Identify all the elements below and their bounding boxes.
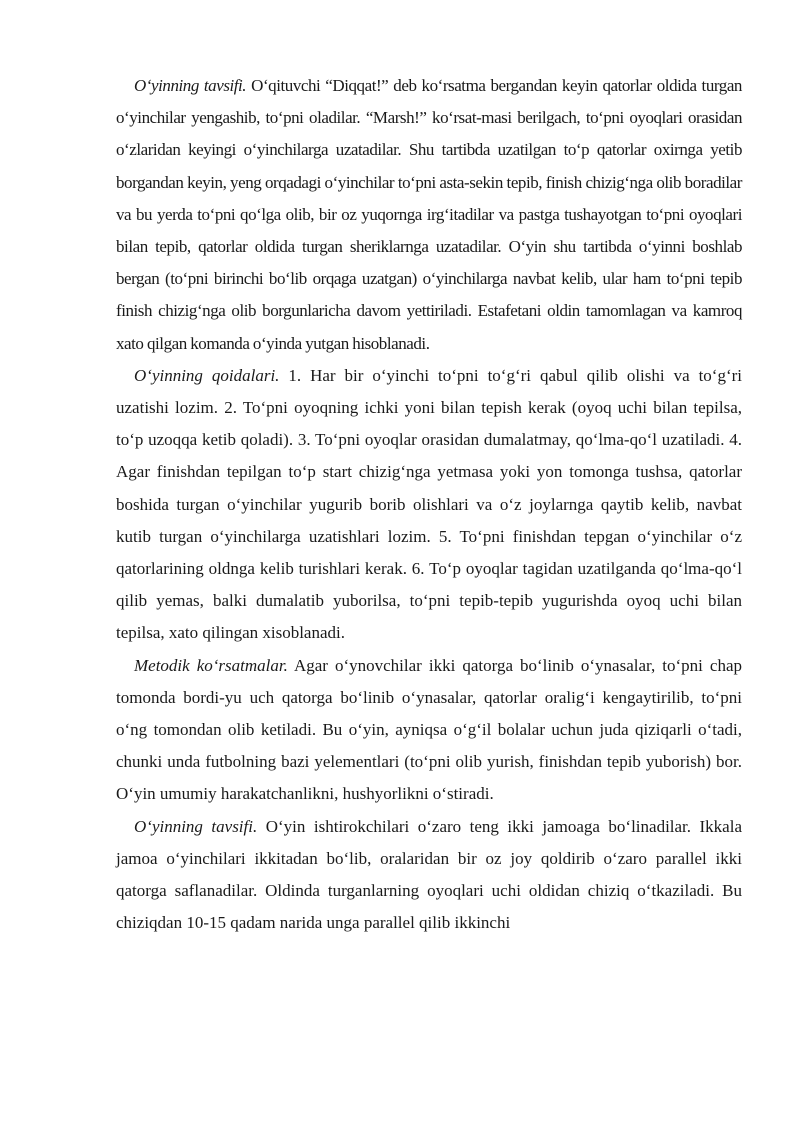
paragraph-body: O‘yin ishtirokchilari o‘zaro teng ikki jamoaga bo‘linadilar. Ikkala jamoa o‘yinchilari ikkitadan bo‘lib, oralaridan bir oz joy qoldirib o‘zaro parallel ikki qatorga saflanadilar. Oldinda turganlarning oyoqlari uchi oldidan chiziq o‘tkaziladi. Bu chiziqdan 10-15 qadam narida unga parallel qilib ikkinchi: [116, 816, 742, 933]
paragraph-game-rules: [116, 360, 742, 650]
paragraph-game-description-2: [116, 811, 742, 940]
paragraph-body: O‘qituvchi “Diqqat!” deb ko‘rsatma bergandan keyin qatorlar oldida turgan o‘yinchilar yengashib, to‘pni oladilar. “Marsh!” ko‘rsat-masi berilgach, to‘pni oyoqlari orasidan o‘zlaridan keyingi o‘yinchilarga uzatadilar. Shu tartibda uzatilgan to‘p qatorlar oxirnga yetib borgandan keyin, yeng orqadagi o‘yinchilar to‘pni asta-sekin tepib, finish chizig‘nga olib boradilar va bu yerda to‘pni qo‘lga olib, bir oz yuqornga irg‘itadilar va pastga tushayotgan to‘pni oyoqlari bilan tepib, qatorlar oldida turgan sheriklarnga uzatadilar. O‘yin shu tartibda o‘yinni boshlab bergan (to‘pni birinchi bo‘lib orqaga uzatgan) o‘yinchilarga navbat kelib, ular ham to‘pni tepib finish chizig‘nga olib borgunlaricha davom yettiriladi. Estafetani oldin tamomlagan va kamroq xato qilgan komanda o‘yinda yutgan hisoblanadi.: [116, 76, 742, 353]
paragraph-lead: O‘yinning qoidalari.: [134, 365, 280, 385]
document-page: [116, 70, 742, 939]
paragraph-game-description: [116, 70, 742, 360]
paragraph-lead: O‘yinning tavsifi.: [134, 816, 258, 836]
paragraph-body: Agar o‘ynovchilar ikki qatorga bo‘linib o‘ynasalar, to‘pni chap tomonda bordi-yu uch qatorga bo‘linib o‘ynasalar, qatorlar oralig‘i kengaytirilib, to‘pni o‘ng tomondan olib ketiladi. Bu o‘yin, ayniqsa o‘g‘il bolalar uchun juda qiziqarli o‘tadi, chunki unda futbolning bazi yelementlari (to‘pni olib yurish, finishdan tepib yuborish) bor. O‘yin umumiy harakatchanlikni, hushyorlikni o‘stiradi.: [116, 655, 742, 804]
paragraph-methodical-notes: [116, 650, 742, 811]
paragraph-lead: O‘yinning tavsifi.: [134, 76, 247, 95]
paragraph-lead: Metodik ko‘rsatmalar.: [134, 655, 288, 675]
paragraph-body: 1. Har bir o‘yinchi to‘pni to‘g‘ri qabul qilib olishi va to‘g‘ri uzatishi lozim. 2. To‘pni oyoqning ichki yoni bilan tepish kerak (oyoq uchi bilan tepilsa, to‘p uzoqqa ketib qoladi). 3. To‘pni oyoqlar orasidan dumalatmay, qo‘lma-qo‘l uzatiladi. 4. Agar finishdan tepilgan to‘p start chizig‘nga yetmasa yoki yon tomonga tushsa, qatorlar boshida turgan o‘yinchilar yugurib borib olishlari va o‘z joylarnga qaytib kelib, navbat kutib turgan o‘yinchilarga uzatishlari lozim. 5. To‘pni finishdan tepgan o‘yinchilar o‘z qatorlarining oldnga kelib turishlari kerak. 6. To‘p oyoqlar tagidan uzatilganda qo‘lma-qo‘l qilib yemas, balki dumalatib yuborilsa, to‘pni tepib-tepib yugurishda oyoq uchi bilan tepilsa, xato qilingan xisoblanadi.: [116, 365, 742, 643]
